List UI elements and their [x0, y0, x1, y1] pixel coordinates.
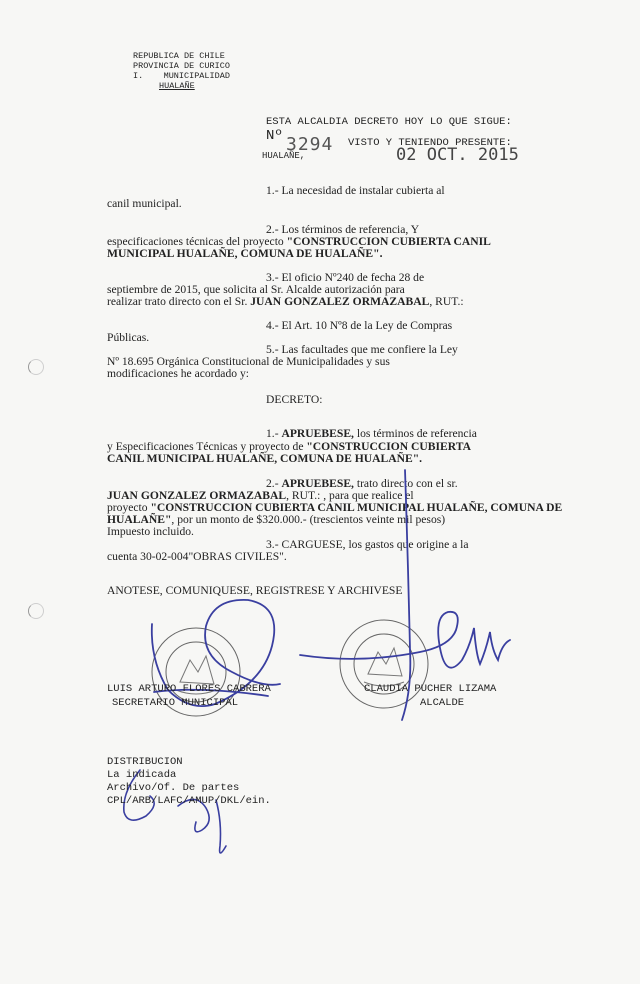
header-provincia: PROVINCIA DE CURICO: [133, 61, 230, 71]
decreto-label: DECRETO:: [266, 393, 323, 406]
right-signatory-title: ALCALDE: [420, 697, 465, 709]
considerando-5-line1: 5.- Las facultades que me confiere la Ley: [266, 343, 458, 356]
resolution-2-line4: HUALAÑE", por un monto de $320.000.- (trescientos veinte mil pesos): [107, 513, 446, 526]
resolution-1-line3: CANIL MUNICIPAL HUALAÑE, COMUNA DE HUALAÑE".: [107, 452, 423, 465]
considerando-2-line3: MUNICIPAL HUALAÑE, COMUNA DE HUALAÑE".: [107, 247, 383, 260]
considerando-5-line2: Nº 18.695 Orgánica Constitucional de Municipalidades y sus: [107, 355, 390, 368]
considerando-3-line1: 3.- El oficio Nº240 de fecha 28 de: [266, 271, 425, 284]
visto-label: VISTO Y TENIENDO PRESENTE:: [348, 137, 512, 149]
resolution-3-line2: cuenta 30-02-004"OBRAS CIVILES".: [107, 550, 287, 563]
decree-intro: ESTA ALCALDIA DECRETO HOY LO QUE SIGUE:: [266, 116, 512, 128]
resolution-2-line1: 2.- APRUEBESE, trato directo con el sr.: [266, 477, 458, 490]
distribution-line1: La indicada: [107, 769, 177, 781]
left-signatory-title: SECRETARIO MUNICIPAL: [112, 697, 239, 709]
resolution-2-line3: proyecto "CONSTRUCCION CUBIERTA CANIL MUNICIPAL HUALAÑE, COMUNA DE: [107, 501, 563, 514]
decree-number-stamp: 3294: [286, 134, 334, 155]
resolution-1-line2: y Especificaciones Técnicas y proyecto de "CONSTRUCCION CUBIERTA: [107, 440, 471, 453]
distribution-title: DISTRIBUCION: [107, 756, 183, 768]
considerando-1-line2: canil municipal.: [107, 197, 182, 210]
considerando-4-line1: 4.- El Art. 10 Nº8 de la Ley de Compras: [266, 319, 453, 332]
resolution-2-line5: Impuesto incluido.: [107, 525, 194, 538]
left-signatory-name: LUIS ARTURO FLORES CABRERA: [107, 683, 271, 695]
decree-number-label: Nº: [266, 128, 283, 144]
considerando-2-line1: 2.- Los términos de referencia, Y: [266, 223, 420, 236]
header-republica: REPUBLICA DE CHILE: [133, 51, 225, 61]
decree-date-stamp: 02 OCT. 2015: [396, 145, 519, 165]
header-hualane: HUALAÑE: [159, 81, 195, 91]
considerando-4-line2: Públicas.: [107, 331, 150, 344]
right-signatory-name: CLAUDIA PUCHER LIZAMA: [364, 683, 497, 695]
considerando-5-line3: modificaciones he acordado y:: [107, 367, 249, 380]
resolution-1-line1: 1.- APRUEBESE, los términos de referencia: [266, 427, 477, 440]
decree-place: HUALAÑE,: [262, 151, 306, 161]
considerando-1-line1: 1.- La necesidad de instalar cubierta al: [266, 184, 445, 197]
considerando-2-line2: especificaciones técnicas del proyecto "CONSTRUCCION CUBIERTA CANIL: [107, 235, 491, 248]
distribution-line2: Archivo/Of. De partes: [107, 782, 240, 794]
resolution-2-line2: JUAN GONZALEZ ORMAZABAL, RUT.: , para que realice el: [107, 489, 414, 502]
distribution-line3: CPL/ARB/LAFC/AMUP/DKL/ein.: [107, 795, 271, 807]
considerando-3-line3: realizar trato directo con el Sr. JUAN GONZALEZ ORMAZABAL, RUT.:: [107, 295, 464, 308]
closing-formula: ANOTESE, COMUNIQUESE, REGISTRESE Y ARCHIVESE: [107, 584, 403, 597]
resolution-3-line1: 3.- CARGUESE, los gastos que origine a la: [266, 538, 469, 551]
header-municipalidad: I. MUNICIPALIDAD: [133, 71, 230, 81]
considerando-3-line2: septiembre de 2015, que solicita al Sr. Alcalde autorización para: [107, 283, 405, 296]
